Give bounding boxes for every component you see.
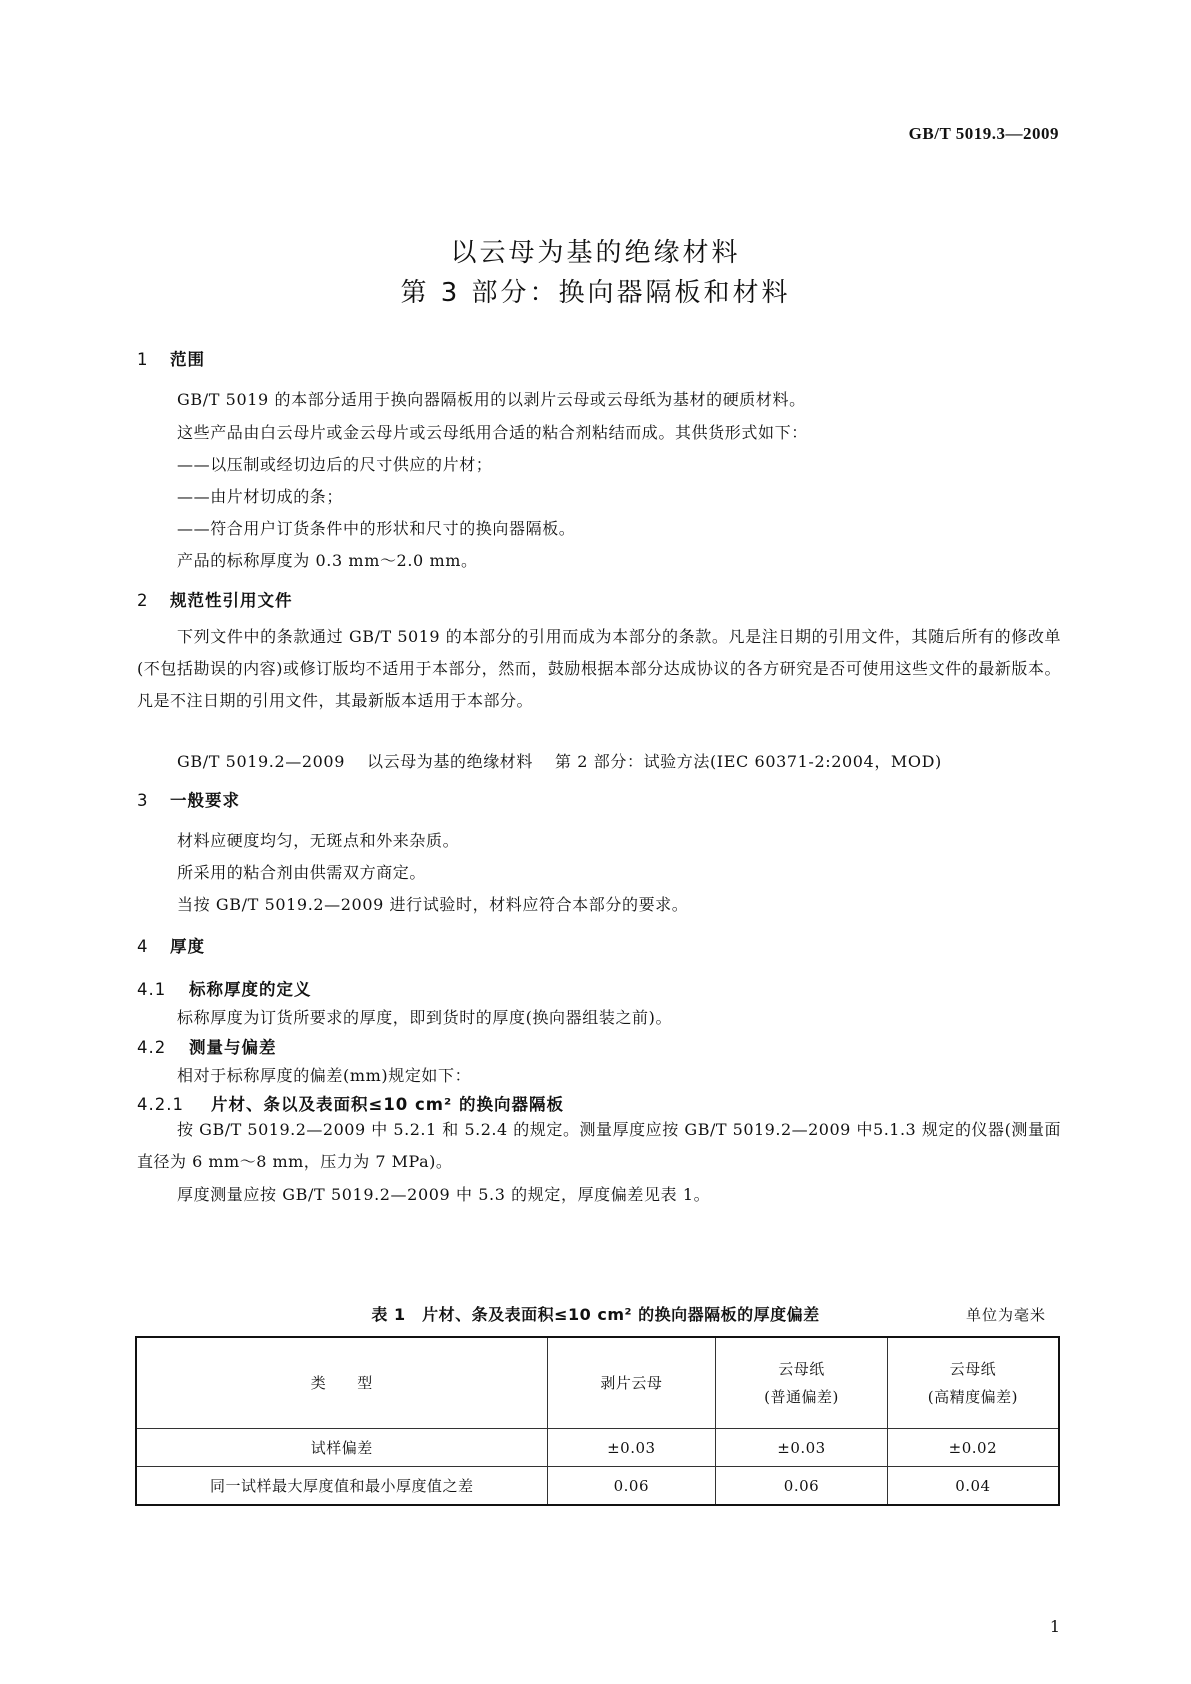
section-4-2-1-heading (137, 1091, 564, 1115)
section-title: 规范性引用文件 (170, 591, 293, 610)
table-caption: 表 1 片材、条及表面积≤10 cm² 的换向器隔板的厚度偏差 (371, 1305, 820, 1324)
table-cell: ±0.03 (716, 1429, 888, 1467)
section-4-2-heading (137, 1034, 277, 1058)
paragraph-line: GB/T 5019 的本部分适用于换向器隔板用的以剥片云母或云母纸为基材的硬质材料。 (177, 390, 806, 409)
reference-title: 以云母为基的绝缘材料 (367, 752, 534, 771)
table-cell: 0.04 (887, 1467, 1059, 1506)
table-header-row (136, 1337, 1059, 1429)
section-title: 范围 (170, 350, 205, 369)
paragraph-line: 这些产品由白云母片或金云母片或云母纸用合适的粘合剂粘结而成。其供货形式如下： (177, 423, 808, 442)
section-number: 4 (137, 937, 149, 956)
reference-entry (177, 749, 942, 772)
column-header-split-mica: 剥片云母 (547, 1337, 716, 1429)
table-cell: ±0.03 (547, 1429, 716, 1467)
paragraph-line: 当按 GB/T 5019.2—2009 进行试验时，材料应符合本部分的要求。 (177, 895, 689, 914)
paragraph-line: 产品的标称厚度为 0.3 mm～2.0 mm。 (177, 551, 478, 570)
table-cell: 0.06 (547, 1467, 716, 1506)
section-title: 标称厚度的定义 (189, 980, 312, 999)
section-number: 4.2 (137, 1038, 167, 1057)
thickness-deviation-table (135, 1336, 1060, 1506)
column-header-mica-paper-normal: 云母纸 (普通偏差) (716, 1337, 888, 1429)
measurement-paragraph: 按 GB/T 5019.2—2009 中 5.2.1 和 5.2.4 的规定。测量厚度应按 GB/T 5019.2—2009 中5.1.3 规定的仪器(测量面直径为 6 mm～8 mm，压力为 7 MPa)。 (137, 1120, 1061, 1171)
section-number: 3 (137, 791, 149, 810)
section-number: 1 (137, 350, 149, 369)
table-cell: 试样偏差 (136, 1429, 547, 1467)
paragraph-line: 材料应硬度均匀，无斑点和外来杂质。 (177, 831, 460, 850)
document-title: 以云母为基的绝缘材料 (450, 238, 741, 268)
page-number: 1 (1049, 1617, 1060, 1636)
reference-part: 第 2 部分：试验方法(IEC 60371-2:2004，MOD) (555, 752, 942, 771)
list-item: ——由片材切成的条； (177, 487, 344, 506)
table-cell: ±0.02 (887, 1429, 1059, 1467)
section-number: 4.1 (137, 980, 167, 999)
section-title: 一般要求 (170, 791, 240, 810)
section-title: 厚度 (170, 937, 205, 956)
paragraph-line: 所采用的粘合剂由供需双方商定。 (177, 863, 427, 882)
paragraph-line: 标称厚度为订货所要求的厚度，即到货时的厚度(换向器组装之前)。 (177, 1008, 673, 1027)
table-cell: 同一试样最大厚度值和最小厚度值之差 (136, 1467, 547, 1506)
paragraph-line: 厚度测量应按 GB/T 5019.2—2009 中 5.3 的规定，厚度偏差见表 1。 (177, 1185, 711, 1204)
list-item: ——符合用户订货条件中的形状和尺寸的换向器隔板。 (177, 519, 576, 538)
table-cell: 0.06 (716, 1467, 888, 1506)
table-row (136, 1429, 1059, 1467)
section-2-heading (137, 587, 293, 611)
list-item: ——以压制或经切边后的尺寸供应的片材； (177, 455, 493, 474)
normative-references-paragraph: 下列文件中的条款通过 GB/T 5019 的本部分的引用而成为本部分的条款。凡是注日期的引用文件，其随后所有的修改单(不包括勘误的内容)或修订版均不适用于本部分，然而，鼓励根据本部分达成协议的各方研究是否可使用这些文件的最新版本。凡是不注日期的引用文件，其最新版本适用于本部分。 (137, 627, 1061, 710)
section-title: 测量与偏差 (189, 1038, 277, 1057)
section-number: 4.2.1 (137, 1095, 184, 1114)
reference-code: GB/T 5019.2—2009 (177, 752, 345, 771)
document-subtitle: 第 3 部分：换向器隔板和材料 (400, 278, 791, 308)
section-title: 片材、条以及表面积≤10 cm² 的换向器隔板 (211, 1095, 564, 1114)
table-unit: 单位为毫米 (965, 1306, 1046, 1324)
table-row (136, 1467, 1059, 1506)
section-1-heading (137, 346, 205, 370)
section-4-heading (137, 933, 205, 957)
section-number: 2 (137, 591, 149, 610)
column-header-type: 类 型 (136, 1337, 547, 1429)
section-4-1-heading (137, 976, 312, 1000)
section-3-heading (137, 787, 240, 811)
column-header-mica-paper-precision: 云母纸 (高精度偏差) (887, 1337, 1059, 1429)
standard-number: GB/T 5019.3—2009 (908, 124, 1059, 143)
paragraph-line: 相对于标称厚度的偏差(mm)规定如下： (177, 1066, 472, 1085)
